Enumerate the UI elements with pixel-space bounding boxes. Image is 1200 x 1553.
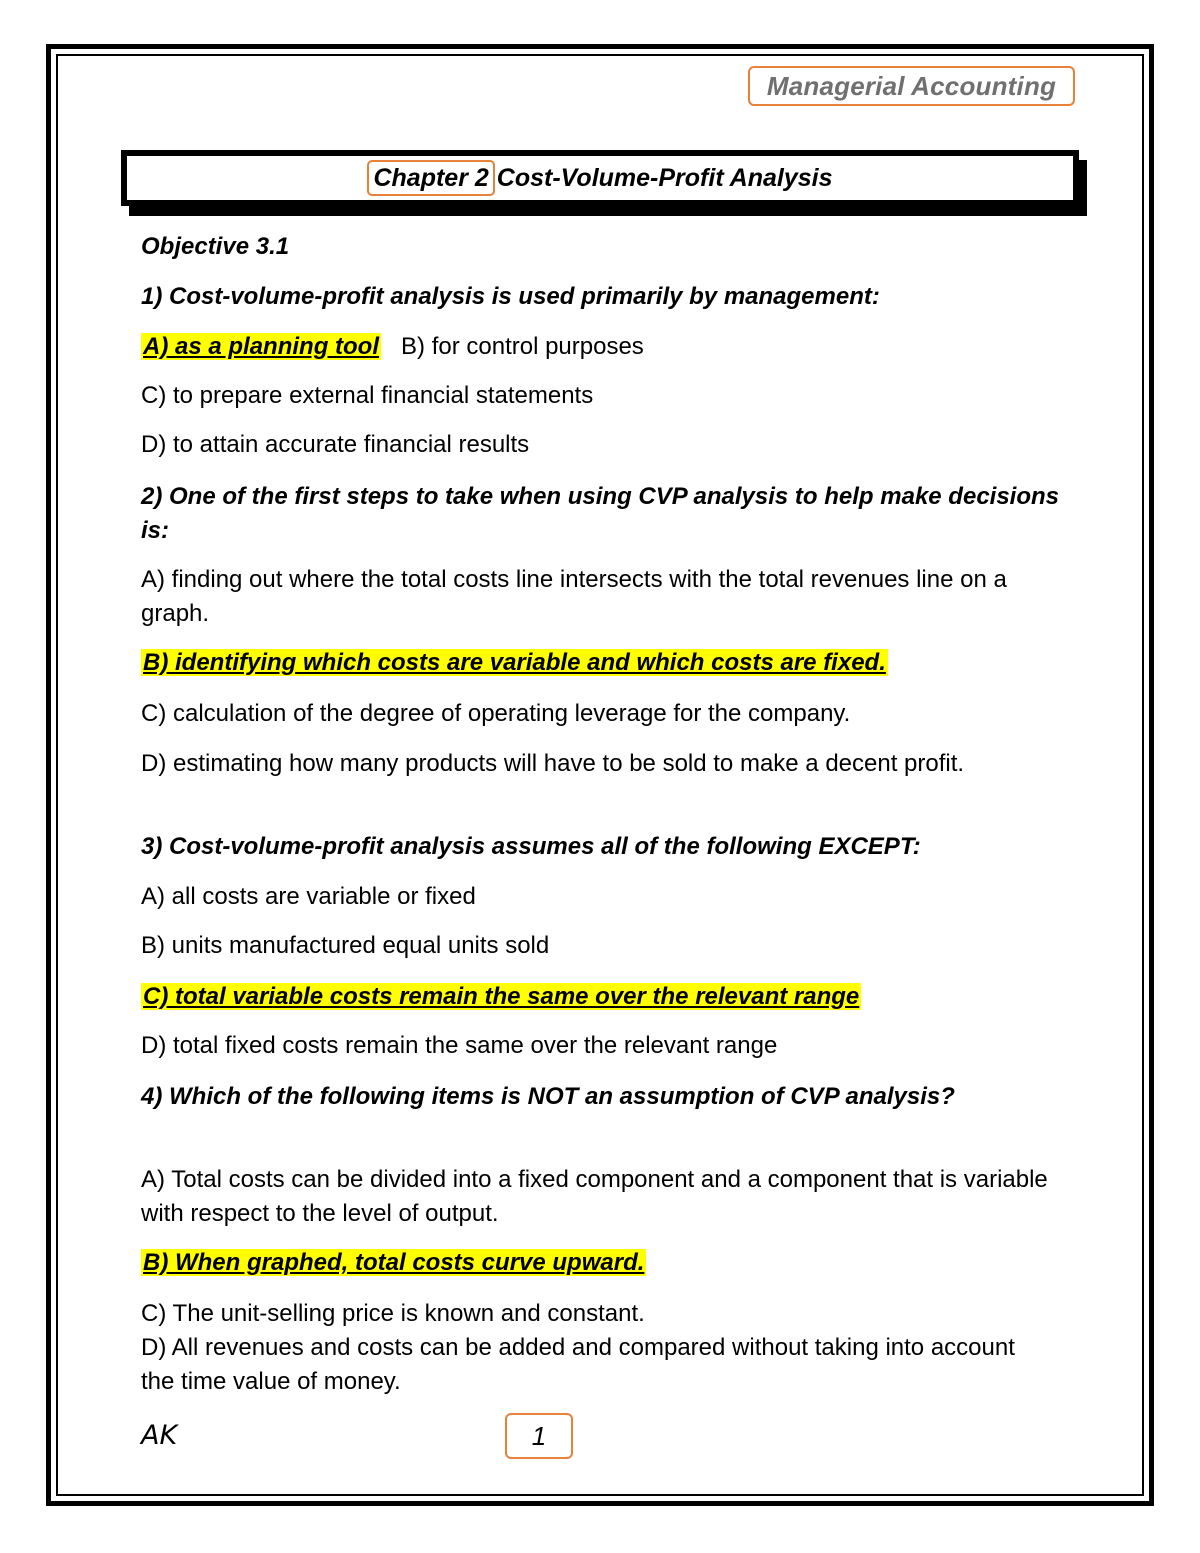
question-1: 1) Cost-volume-profit analysis is used primarily by management: bbox=[141, 283, 880, 310]
chapter-title bbox=[367, 160, 832, 196]
course-header: Managerial Accounting bbox=[748, 66, 1075, 106]
question-2-answer-d: D) estimating how many products will have to be sold to make a decent profit. bbox=[141, 750, 965, 777]
question-2-answer-c: C) calculation of the degree of operating leverage for the company. bbox=[141, 700, 851, 727]
question-1-answer-a-correct: A) as a planning tool bbox=[143, 333, 380, 360]
question-4-answer-b-highlight: B) When graphed, total costs curve upward. bbox=[143, 1249, 645, 1276]
question-3-answer-d: D) total fixed costs remain the same over the relevant range bbox=[141, 1032, 778, 1059]
question-2-answer-b-highlight: B) identifying which costs are variable and which costs are fixed. bbox=[143, 649, 886, 676]
question-1-answer-c: C) to prepare external financial statements bbox=[141, 382, 594, 409]
question-1-answer-b: B) for control purposes bbox=[401, 333, 644, 360]
question-3-answer-c-highlight: C) total variable costs remain the same over the relevant range bbox=[143, 983, 860, 1010]
question-4-answer-a: A) Total costs can be divided into a fixed component and a component that is variable with respect to the level of output. bbox=[141, 1166, 1048, 1227]
question-4-answer-d: D) All revenues and costs can be added and compared without taking into account the time value of money. bbox=[141, 1334, 1015, 1395]
question-4: 4) Which of the following items is NOT an assumption of CVP analysis? bbox=[141, 1083, 955, 1110]
question-2-answer-b-correct bbox=[141, 646, 1076, 680]
objective-heading: Objective 3.1 bbox=[141, 233, 290, 260]
question-4-answer-c: C) The unit-selling price is known and constant. bbox=[141, 1300, 645, 1327]
chapter-number: Chapter 2 bbox=[367, 160, 494, 196]
question-1-answer-d: D) to attain accurate financial results bbox=[141, 431, 530, 458]
question-3-answer-a: A) all costs are variable or fixed bbox=[141, 883, 476, 910]
chapter-title-box bbox=[121, 150, 1079, 206]
page-number: 1 bbox=[505, 1413, 573, 1459]
question-3-answer-c-correct bbox=[141, 980, 1076, 1014]
author-initials: AK bbox=[141, 1420, 178, 1451]
question-2: 2) One of the first steps to take when using CVP analysis to help make decisions is: bbox=[141, 483, 1060, 544]
question-3-answer-b: B) units manufactured equal units sold bbox=[141, 932, 550, 959]
question-2-answer-a: A) finding out where the total costs line intersects with the total revenues line on a graph. bbox=[141, 566, 1007, 627]
chapter-topic: Cost-Volume-Profit Analysis bbox=[496, 163, 833, 192]
question-4-answer-b-correct bbox=[141, 1246, 1076, 1280]
question-3: 3) Cost-volume-profit analysis assumes all of the following EXCEPT: bbox=[141, 833, 921, 860]
question-1-ab-line bbox=[141, 330, 1076, 364]
